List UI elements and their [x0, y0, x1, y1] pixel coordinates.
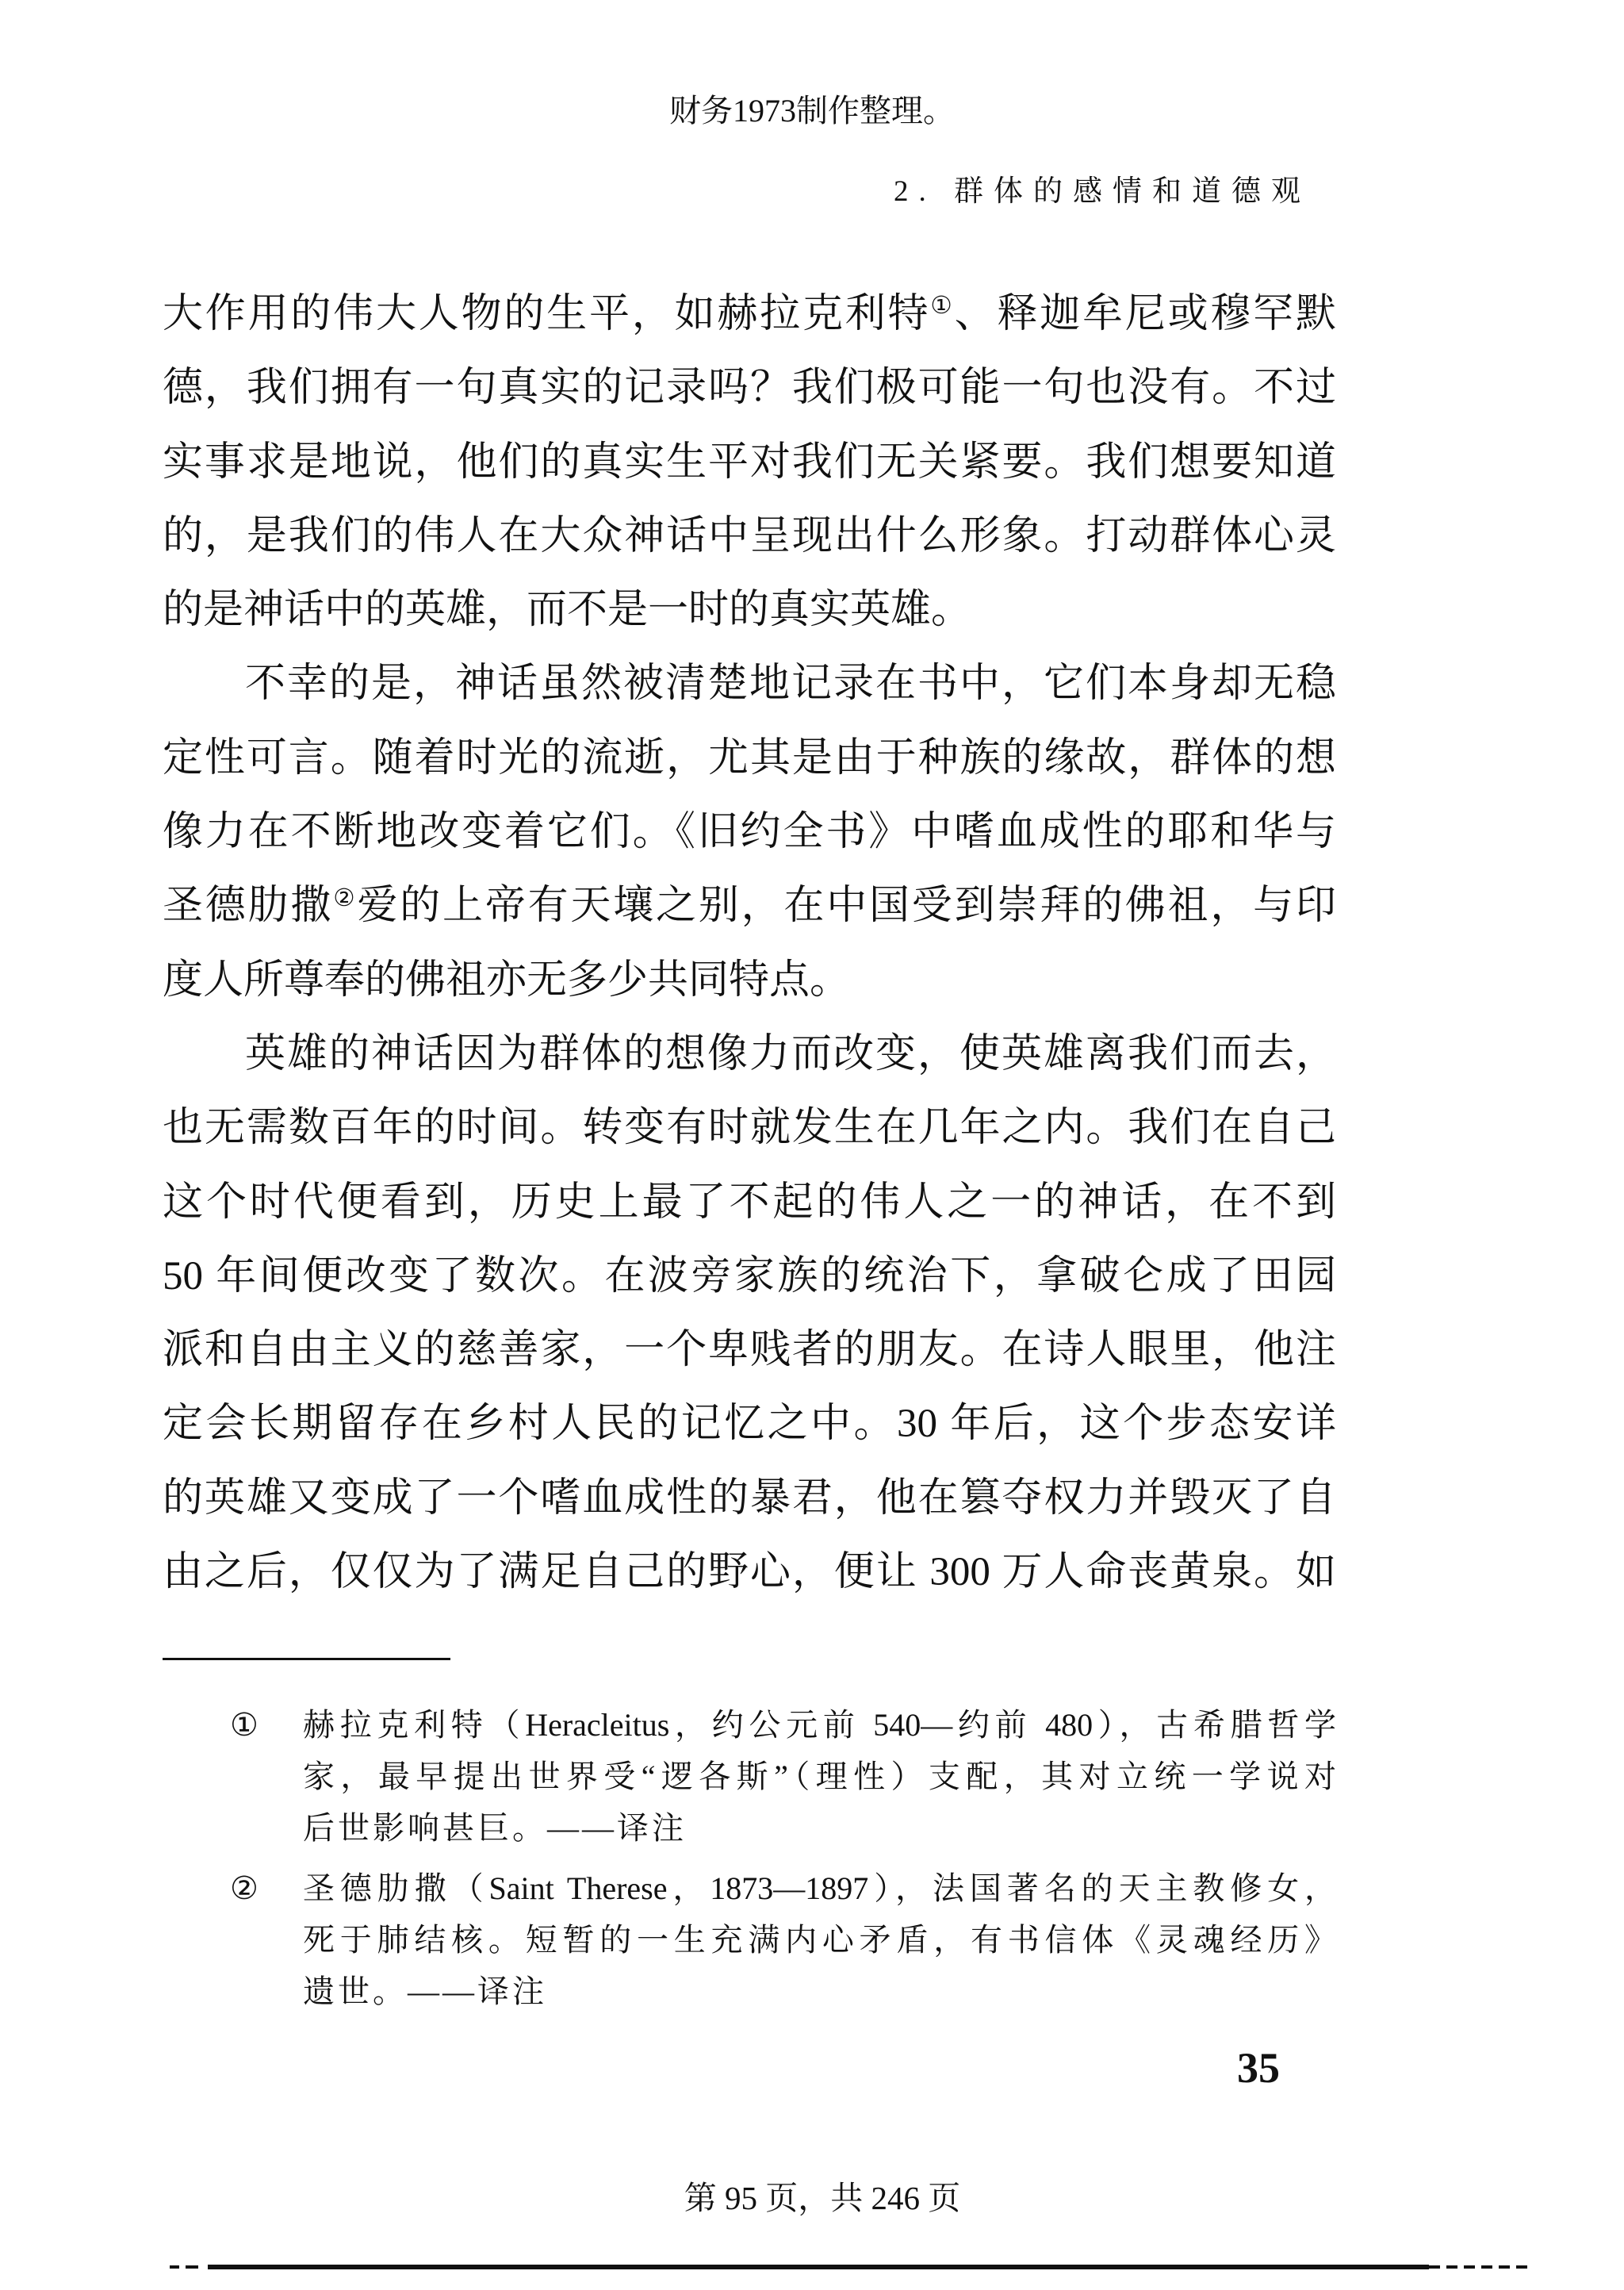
- footnote: [230, 1862, 1336, 2017]
- scan-edge-line: [186, 2265, 198, 2269]
- footnote-line: 圣德肋撒（Saint Therese，1873—1897），法国著名的天主教修女，: [303, 1870, 1336, 1906]
- scan-edge-line: [208, 2265, 1429, 2269]
- paragraph: [163, 1018, 1336, 1609]
- footnote: [230, 1699, 1336, 1854]
- body-line-text: 、释迦牟尼或穆罕默: [954, 292, 1336, 336]
- footnote-rule: [163, 1658, 450, 1660]
- body-line: 的，是我们的伟人在大众神话中呈现出什么形象。打动群体心灵: [163, 513, 1336, 558]
- body-line: [163, 278, 1336, 351]
- footnote-ref-1: ①: [930, 292, 955, 320]
- viewer-page-indicator: 第 95 页，共 246 页: [684, 2180, 961, 2216]
- body-line: 实事求是地说，他们的真实生平对我们无关紧要。我们想要知道: [163, 439, 1336, 485]
- body-line: 的是神话中的英雄，而不是一时的真实英雄。: [163, 588, 972, 633]
- body-line: 也无需数百年的时间。转变有时就发生在几年之内。我们在自己: [163, 1106, 1336, 1151]
- running-header: 2. 群体的感情和道德观: [894, 175, 1311, 208]
- footnote-marker: ①: [230, 1707, 259, 1743]
- body-line: 像力在不断地改变着它们。《旧约全书》中嗜血成性的耶和华与: [163, 810, 1336, 855]
- paragraph: [163, 647, 1336, 1017]
- body-line-text: 爱的上帝有天壤之别，在中国受到崇拜的佛祖，与印: [357, 884, 1336, 929]
- scan-edge-line: [1429, 2265, 1534, 2269]
- body-line: 德，我们拥有一句真实的记录吗？我们极可能一句也没有。不过: [163, 366, 1336, 411]
- footnote-line: 后世影响甚巨。——译注: [303, 1810, 687, 1846]
- body-line: [163, 869, 1336, 943]
- page-number: 35: [1237, 2044, 1280, 2092]
- body-line-text: 大作用的伟大人物的生平，如赫拉克利特: [163, 292, 931, 336]
- footnote-line: 赫拉克利特（Heracleitus，约公元前 540—约前 480），古希腊哲学: [303, 1707, 1336, 1743]
- watermark-text: 财务1973制作整理。: [669, 93, 955, 129]
- scan-edge-line: [170, 2265, 179, 2269]
- footnote-line: 死于肺结核。短暂的一生充满内心矛盾，有书信体《灵魂经历》: [303, 1922, 1336, 1958]
- body-text: [163, 278, 1336, 1609]
- footnote-ref-2: ②: [333, 884, 358, 911]
- paragraph: [163, 278, 1336, 647]
- body-line: 定会长期留存在乡村人民的记忆之中。30 年后，这个步态安详: [163, 1402, 1336, 1447]
- footnote-line: 遗世。——译注: [303, 1974, 547, 2009]
- footnote-marker: ②: [230, 1870, 259, 1906]
- body-line: 度人所尊奉的佛祖亦无多少共同特点。: [163, 957, 851, 1003]
- body-line: 的英雄又变成了一个嗜血成性的暴君，他在篡夺权力并毁灭了自: [163, 1475, 1336, 1521]
- body-line: 由之后，仅仅为了满足自己的野心，便让 300 万人命丧黄泉。如: [163, 1550, 1336, 1595]
- body-line: 不幸的是，神话虽然被清楚地记录在书中，它们本身却无稳: [245, 662, 1336, 707]
- body-line: 英雄的神话因为群体的想像力而改变，使英雄离我们而去，: [245, 1031, 1336, 1076]
- body-line: 定性可言。随着时光的流逝，尤其是由于种族的缘故，群体的想: [163, 735, 1336, 781]
- body-line-text: 圣德肋撒: [163, 884, 334, 929]
- body-line: 50 年间便改变了数次。在波旁家族的统治下，拿破仑成了田园: [163, 1253, 1336, 1298]
- body-line: 派和自由主义的慈善家，一个卑贱者的朋友。在诗人眼里，他注: [163, 1328, 1336, 1373]
- footnote-line: 家，最早提出世界受“逻各斯”（理性）支配，其对立统一学说对: [303, 1759, 1336, 1794]
- body-line: 这个时代便看到，历史上最了不起的伟人之一的神话，在不到: [163, 1180, 1336, 1225]
